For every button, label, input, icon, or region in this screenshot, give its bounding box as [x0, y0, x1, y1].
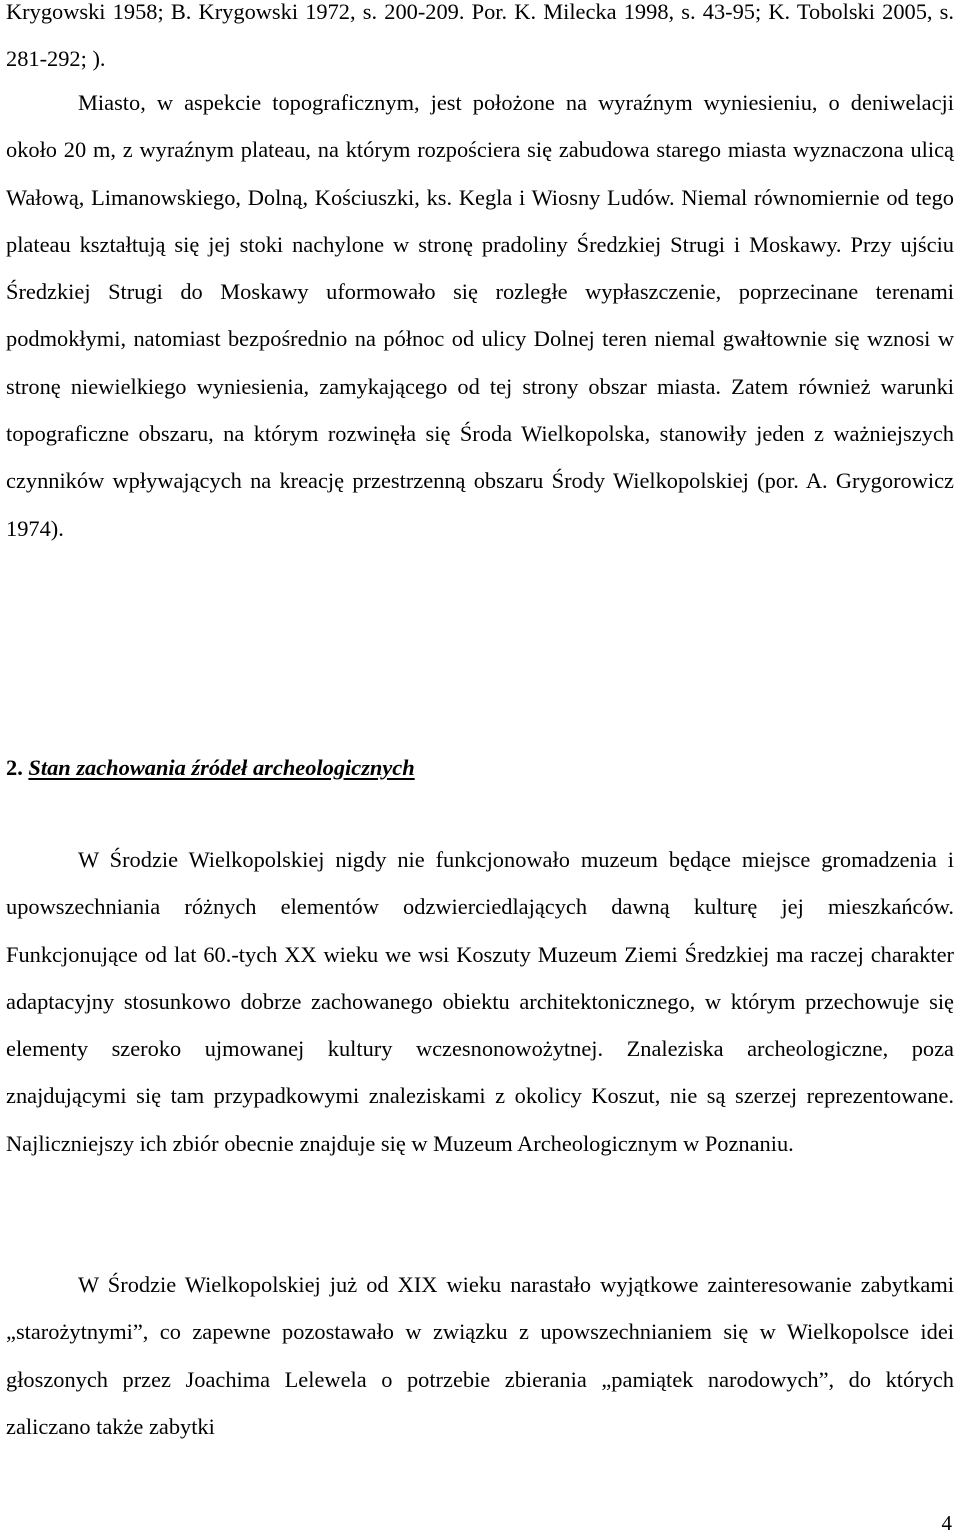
paragraph-museum: W Środzie Wielkopolskiej nigdy nie funkcjonowało muzeum będące miejsce gromadzenia i upowszechniania różnych elementów odzwierciedlających dawną kulturę jej mieszkańców. Funkcjonujące od lat 60.-tych XX wieku we wsi Koszuty Muzeum Ziemi Średzkiej ma raczej charakter adaptacyjny stosunkowo dobrze zachowanego obiektu architektonicznego, w którym przechowuje się elementy szeroko ujmowanej kultury wczesnonowożytnej. Znaleziska archeologiczne, poza znajdującymi się tam przypadkowymi znaleziskami z okolicy Koszut, nie są szerzej reprezentowane. Najliczniejszy ich zbiór obecnie znajduje się w Muzeum Archeologicznym w Poznaniu.: [6, 847, 954, 1156]
page-number: 4: [941, 1511, 952, 1535]
section-title: Stan zachowania źródeł archeologicznych: [28, 755, 415, 780]
section-number: 2.: [6, 755, 23, 780]
paragraph-topography: Miasto, w aspekcie topograficznym, jest położone na wyraźnym wyniesieniu, o deniwelacji około 20 m, z wyraźnym plateau, na którym rozpościera się zabudowa starego miasta wyznaczona ulicą Wałową, Limanowskiego, Dolną, Kościuszki, ks. Kegla i Wiosny Ludów. Niemal równomiernie od tego plateau kształtują się jej stoki nachylone w stronę pradoliny Średzkiej Strugi i Moskawy. Przy ujściu Średzkiej Strugi do Moskawy uformowało się rozległe wypłaszczenie, poprzecinane terenami podmokłymi, natomiast bezpośrednio na północ od ulicy Dolnej teren niemal gwałtownie się wznosi w stronę niewielkiego wyniesienia, zamykającego od tej strony obszar miasta. Zatem również warunki topograficzne obszaru, na którym rozwinęła się Środa Wielkopolska, stanowiły jeden z ważniejszych czynników wpływających na kreację przestrzenną obszaru Środy Wielkopolskiej (por. A. Grygorowicz 1974).: [6, 90, 954, 541]
paragraph-references: Krygowski 1958; B. Krygowski 1972, s. 200-209. Por. K. Milecka 1998, s. 43-95; K. Tobolski 2005, s. 281-292; ).: [6, 0, 954, 72]
paragraph-interest: W Środzie Wielkopolskiej już od XIX wieku narastało wyjątkowe zainteresowanie zabytkami „starożytnymi”, co zapewne pozostawało w związku z upowszechnianiem się w Wielkopolsce idei głoszonych przez Joachima Lelewela o potrzebie zbierania „pamiątek narodowych”, do których zaliczano także zabytki: [6, 1272, 954, 1439]
section-heading: [6, 748, 415, 788]
